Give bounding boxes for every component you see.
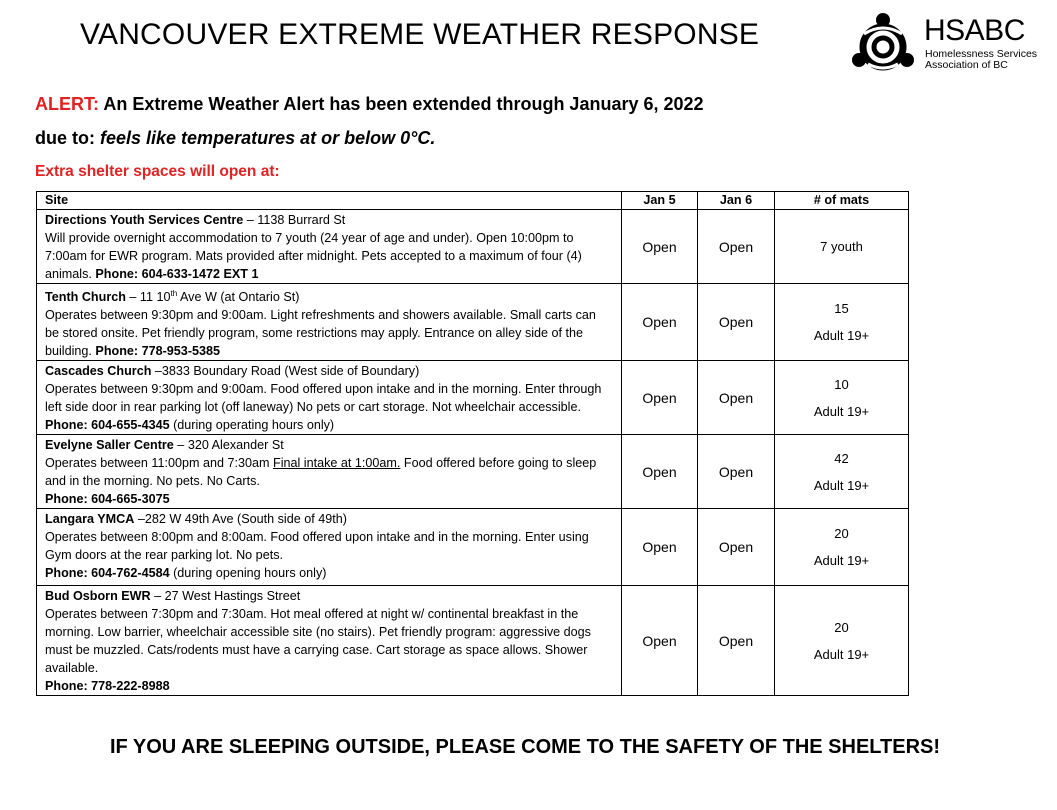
site-address: – 27 West Hastings Street	[150, 589, 301, 604]
site-phone-note: (during operating hours only)	[169, 418, 335, 433]
column-header-jan5: Jan 5	[622, 192, 698, 210]
mats-cell	[775, 586, 909, 696]
hsabc-logo-icon	[850, 12, 916, 74]
shelter-table	[36, 191, 909, 696]
site-cell	[37, 586, 622, 696]
site-phone: Phone: 604-633-1472 EXT 1	[95, 267, 259, 281]
table-row	[37, 435, 909, 509]
site-description: Operates between 9:30pm and 9:00am. Light refreshments and showers available. Small carts can be stored onsite. Pet friendly program, some restrictions may apply. Entrance on alley side of the building.	[45, 308, 596, 359]
site-description: Operates between 7:30pm and 7:30am. Hot meal offered at night w/ continental breakfast in the morning. Low barrier, wheelchair accessible site (no stairs). Pet friendly program: aggressive dogs must be muzzled. Cats/rodents must have a carrying case. Cart storage as space allows. Shower available.	[45, 607, 591, 676]
status-jan5: Open	[622, 435, 698, 509]
column-header-mats: # of mats	[775, 192, 909, 210]
table-row	[37, 210, 909, 284]
mats-count: 15	[834, 301, 849, 317]
mats-count: 10	[834, 376, 849, 392]
mats-cell	[775, 509, 909, 586]
mats-note: Adult 19+	[813, 553, 870, 569]
table-row	[37, 361, 909, 435]
due-reason: feels like temperatures at or below 0°C.	[100, 128, 436, 148]
mats-count: 7 youth	[820, 239, 863, 254]
site-phone: Phone: 604-762-4584	[45, 566, 170, 581]
status-jan6: Open	[698, 509, 775, 586]
site-name: Bud Osborn EWR	[45, 589, 151, 604]
site-name: Directions Youth Services Centre	[45, 213, 244, 227]
status-jan5: Open	[622, 284, 698, 361]
page-title: VANCOUVER EXTREME WEATHER RESPONSE	[80, 18, 760, 51]
site-name: Evelyne Saller Centre	[45, 438, 174, 453]
site-description: Operates between 9:30pm and 9:00am. Food offered upon intake and in the morning. Enter through left side door in rear parking lot (off laneway) No pets or cart storage. Not wheelchair accessible.	[45, 382, 602, 415]
site-intake-note: Final intake at 1:00am.	[273, 456, 401, 471]
site-address: –282 W 49th Ave (South side of 49th)	[134, 512, 347, 527]
table-row	[37, 509, 909, 586]
site-cell	[37, 284, 622, 361]
mats-note: Adult 19+	[813, 403, 870, 419]
mats-cell	[775, 210, 909, 284]
site-cell	[37, 210, 622, 284]
site-phone: Phone: 604-665-3075	[45, 492, 170, 507]
status-jan5: Open	[622, 586, 698, 696]
mats-note: Adult 19+	[813, 328, 870, 344]
site-cell	[37, 361, 622, 435]
table-row	[37, 284, 909, 361]
site-phone: Phone: 778-953-5385	[95, 344, 221, 359]
status-jan5: Open	[622, 509, 698, 586]
site-phone: Phone: 604-655-4345	[45, 418, 170, 433]
site-address-rest: Ave W (at Ontario St)	[177, 290, 300, 305]
mats-cell	[775, 361, 909, 435]
site-address: – 11 10	[125, 290, 171, 305]
site-name: Langara YMCA	[45, 512, 135, 527]
site-description: Operates between 8:00pm and 8:00am. Food offered upon intake and in the morning. Enter using Gym doors at the rear parking lot. No pets.	[45, 530, 589, 563]
status-jan6: Open	[698, 284, 775, 361]
hsabc-logo	[850, 12, 1050, 77]
column-header-jan6: Jan 6	[698, 192, 775, 210]
site-address: – 320 Alexander St	[173, 438, 284, 453]
site-address-sup: th	[170, 289, 178, 298]
mats-count: 20	[834, 619, 849, 635]
alert-label: ALERT:	[35, 94, 99, 114]
site-phone: Phone: 778-222-8988	[45, 679, 170, 694]
site-phone-note: (during opening hours only)	[169, 566, 327, 581]
alert-line	[35, 94, 704, 115]
site-cell	[37, 435, 622, 509]
site-address: – 1138 Burrard St	[243, 213, 346, 227]
site-description-rest: Food offered before going to sleep and in the morning. No pets. No Carts.	[45, 456, 597, 489]
alert-text: An Extreme Weather Alert has been extended through January 6, 2022	[99, 94, 704, 114]
logo-name: HSABC	[924, 14, 1025, 47]
mats-cell	[775, 284, 909, 361]
site-name: Tenth Church	[45, 290, 126, 305]
logo-subtitle: Homelessness Services Association of BC	[925, 48, 1038, 71]
table-header-row	[37, 192, 909, 210]
site-description: Operates between 11:00pm and 7:30am	[45, 456, 274, 471]
site-cell	[37, 509, 622, 586]
status-jan6: Open	[698, 586, 775, 696]
mats-cell	[775, 435, 909, 509]
table-row	[37, 586, 909, 696]
status-jan5: Open	[622, 361, 698, 435]
site-name: Cascades Church	[45, 364, 152, 379]
site-description: Will provide overnight accommodation to 7 youth (24 year of age and under). Open 10:00pm to 7:00am for EWR program. Mats provided after midnight. Pets accepted to a maximum of four (4) animals.	[45, 231, 582, 281]
status-jan6: Open	[698, 210, 775, 284]
due-line	[35, 128, 435, 149]
site-address: –3833 Boundary Road (West side of Boundary)	[151, 364, 420, 379]
mats-note: Adult 19+	[813, 646, 870, 662]
mats-count: 42	[834, 450, 849, 466]
extra-shelter-heading: Extra shelter spaces will open at:	[35, 163, 280, 180]
status-jan6: Open	[698, 435, 775, 509]
mats-note: Adult 19+	[813, 477, 870, 493]
mats-count: 20	[834, 526, 849, 542]
status-jan6: Open	[698, 361, 775, 435]
safety-message: IF YOU ARE SLEEPING OUTSIDE, PLEASE COME TO THE SAFETY OF THE SHELTERS!	[109, 736, 941, 758]
due-label: due to:	[35, 128, 100, 148]
status-jan5: Open	[622, 210, 698, 284]
column-header-site: Site	[37, 192, 622, 210]
